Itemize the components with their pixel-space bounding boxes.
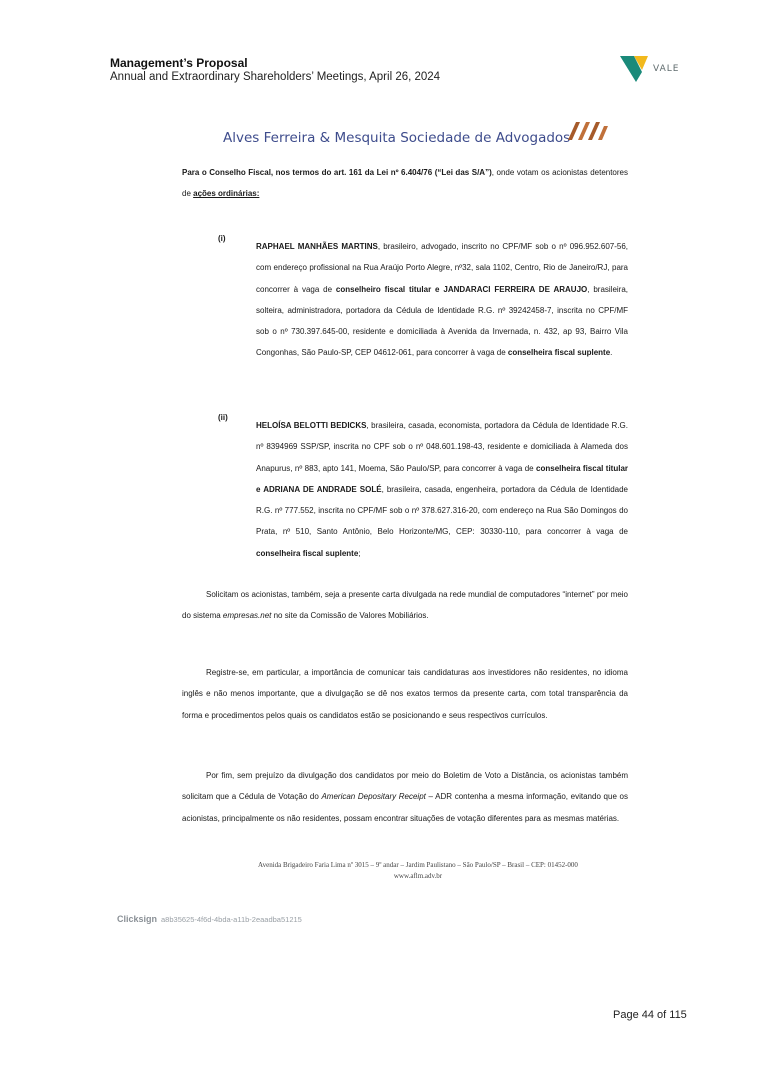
item-text: RAPHAEL MANHÃES MARTINS, brasileiro, advogado, inscrito no CPF/MF sob o nº 096.952.607-56, com endereço profissional na Rua Araújo Porto Alegre, nº32, sala 1102, Centro, Rio de Janeiro/RJ, para concorrer à vaga de conselheiro fiscal titular e JANDARACI FERREIRA DE ARAUJO, brasileira, solteira, administradora, portadora da Cédula de Identidade R.G. nº 39242458-7, inscrita no CPF/MF sob o nº 730.397.645-00, residente e domiciliada à Avenida da Invernada, n. 432, ap 93, Bairro Vila Congonhas, São Paulo-SP, CEP 04612-061, para concorrer à vaga de conselheira fiscal suplente. bbox=[256, 242, 629, 358]
header-subtitle: Annual and Extraordinary Shareholders’ Meetings, April 26, 2024 bbox=[110, 71, 441, 83]
clicksign-brand: Clicksign bbox=[117, 914, 158, 924]
paragraph-disclosure: Solicitam os acionistas, também, seja a presente carta divulgada na rede mundial de computadores “internet” por meio do sistema empresas.net no site da Comissão de Valores Mobiliários. bbox=[182, 590, 628, 621]
firm-name: Alves Ferreira & Mesquita Sociedade de Advogados bbox=[223, 130, 571, 146]
firm-address: Avenida Brigadeiro Faria Lima nº 3015 – 9º andar – Jardim Paulistano – São Paulo/SP – Brasil – CEP: 01452-000 bbox=[258, 861, 578, 869]
intro-paragraph: Para o Conselho Fiscal, nos termos do art. 161 da Lei nº 6.404/76 (“Lei das S/A”), onde votam os acionistas detentores de ações ordinárias: bbox=[182, 168, 628, 199]
clicksign-id: a8b35625-4f6d-4bda-a11b-2eaadba51215 bbox=[161, 915, 302, 924]
item-text: HELOÍSA BELOTTI BEDICKS, brasileira, casada, economista, portadora da Cédula de Identidade R.G. nº 8394969 SSP/SP, inscrita no CPF sob o nº 048.601.198-43, residente e domiciliada à Alameda dos Anapurus, nº 883, apto 141, Moema, São Paulo/SP, para concorrer à vaga de conselheira fiscal titular e ADRIANA DE ANDRADE SOLÉ, brasileira, casada, engenheira, portadora da Cédula de Identidade R.G. nº 777.552, inscrita no CPF/MF sob o nº 378.627.316-20, com endereço na Rua São Domingos do Prata, nº 510, Santo Antônio, Belo Horizonte/MG, CEP: 30330-110, para concorrer à vaga de conselheira fiscal suplente; bbox=[256, 421, 629, 558]
paragraph-foreign-investors: Registre-se, em particular, a importância de comunicar tais candidaturas aos investidores não residentes, no idioma inglês e não menos importante, que a divulgação se dê nos exatos termos da presente carta, com total transparência da forma e procedimentos pelos quais os candidatos estão se posicionando e seus respectivos currículos. bbox=[182, 668, 628, 720]
firm-address-footer bbox=[208, 860, 628, 882]
page-number: Page 44 of 115 bbox=[613, 1009, 687, 1021]
header-title: Management’s Proposal bbox=[110, 56, 248, 70]
vale-logo-text: VALE bbox=[653, 64, 680, 74]
scanned-letter bbox=[178, 110, 648, 880]
firm-website: www.aflm.adv.br bbox=[393, 872, 443, 880]
item-number: (ii) bbox=[218, 413, 228, 422]
clicksign-stamp bbox=[117, 914, 302, 924]
paragraph-adr: Por fim, sem prejuízo da divulgação dos candidatos por meio do Boletim de Voto a Distância, os acionistas também solicitam que a Cédula de Votação do American Depositary Receipt – ADR contenha a mesma informação, evitando que os acionistas, principalmente os não residentes, possam encontrar situações de votação diferentes para as mesmas matérias. bbox=[182, 771, 628, 823]
firm-logo-icon bbox=[566, 116, 612, 142]
item-number: (i) bbox=[218, 234, 226, 243]
